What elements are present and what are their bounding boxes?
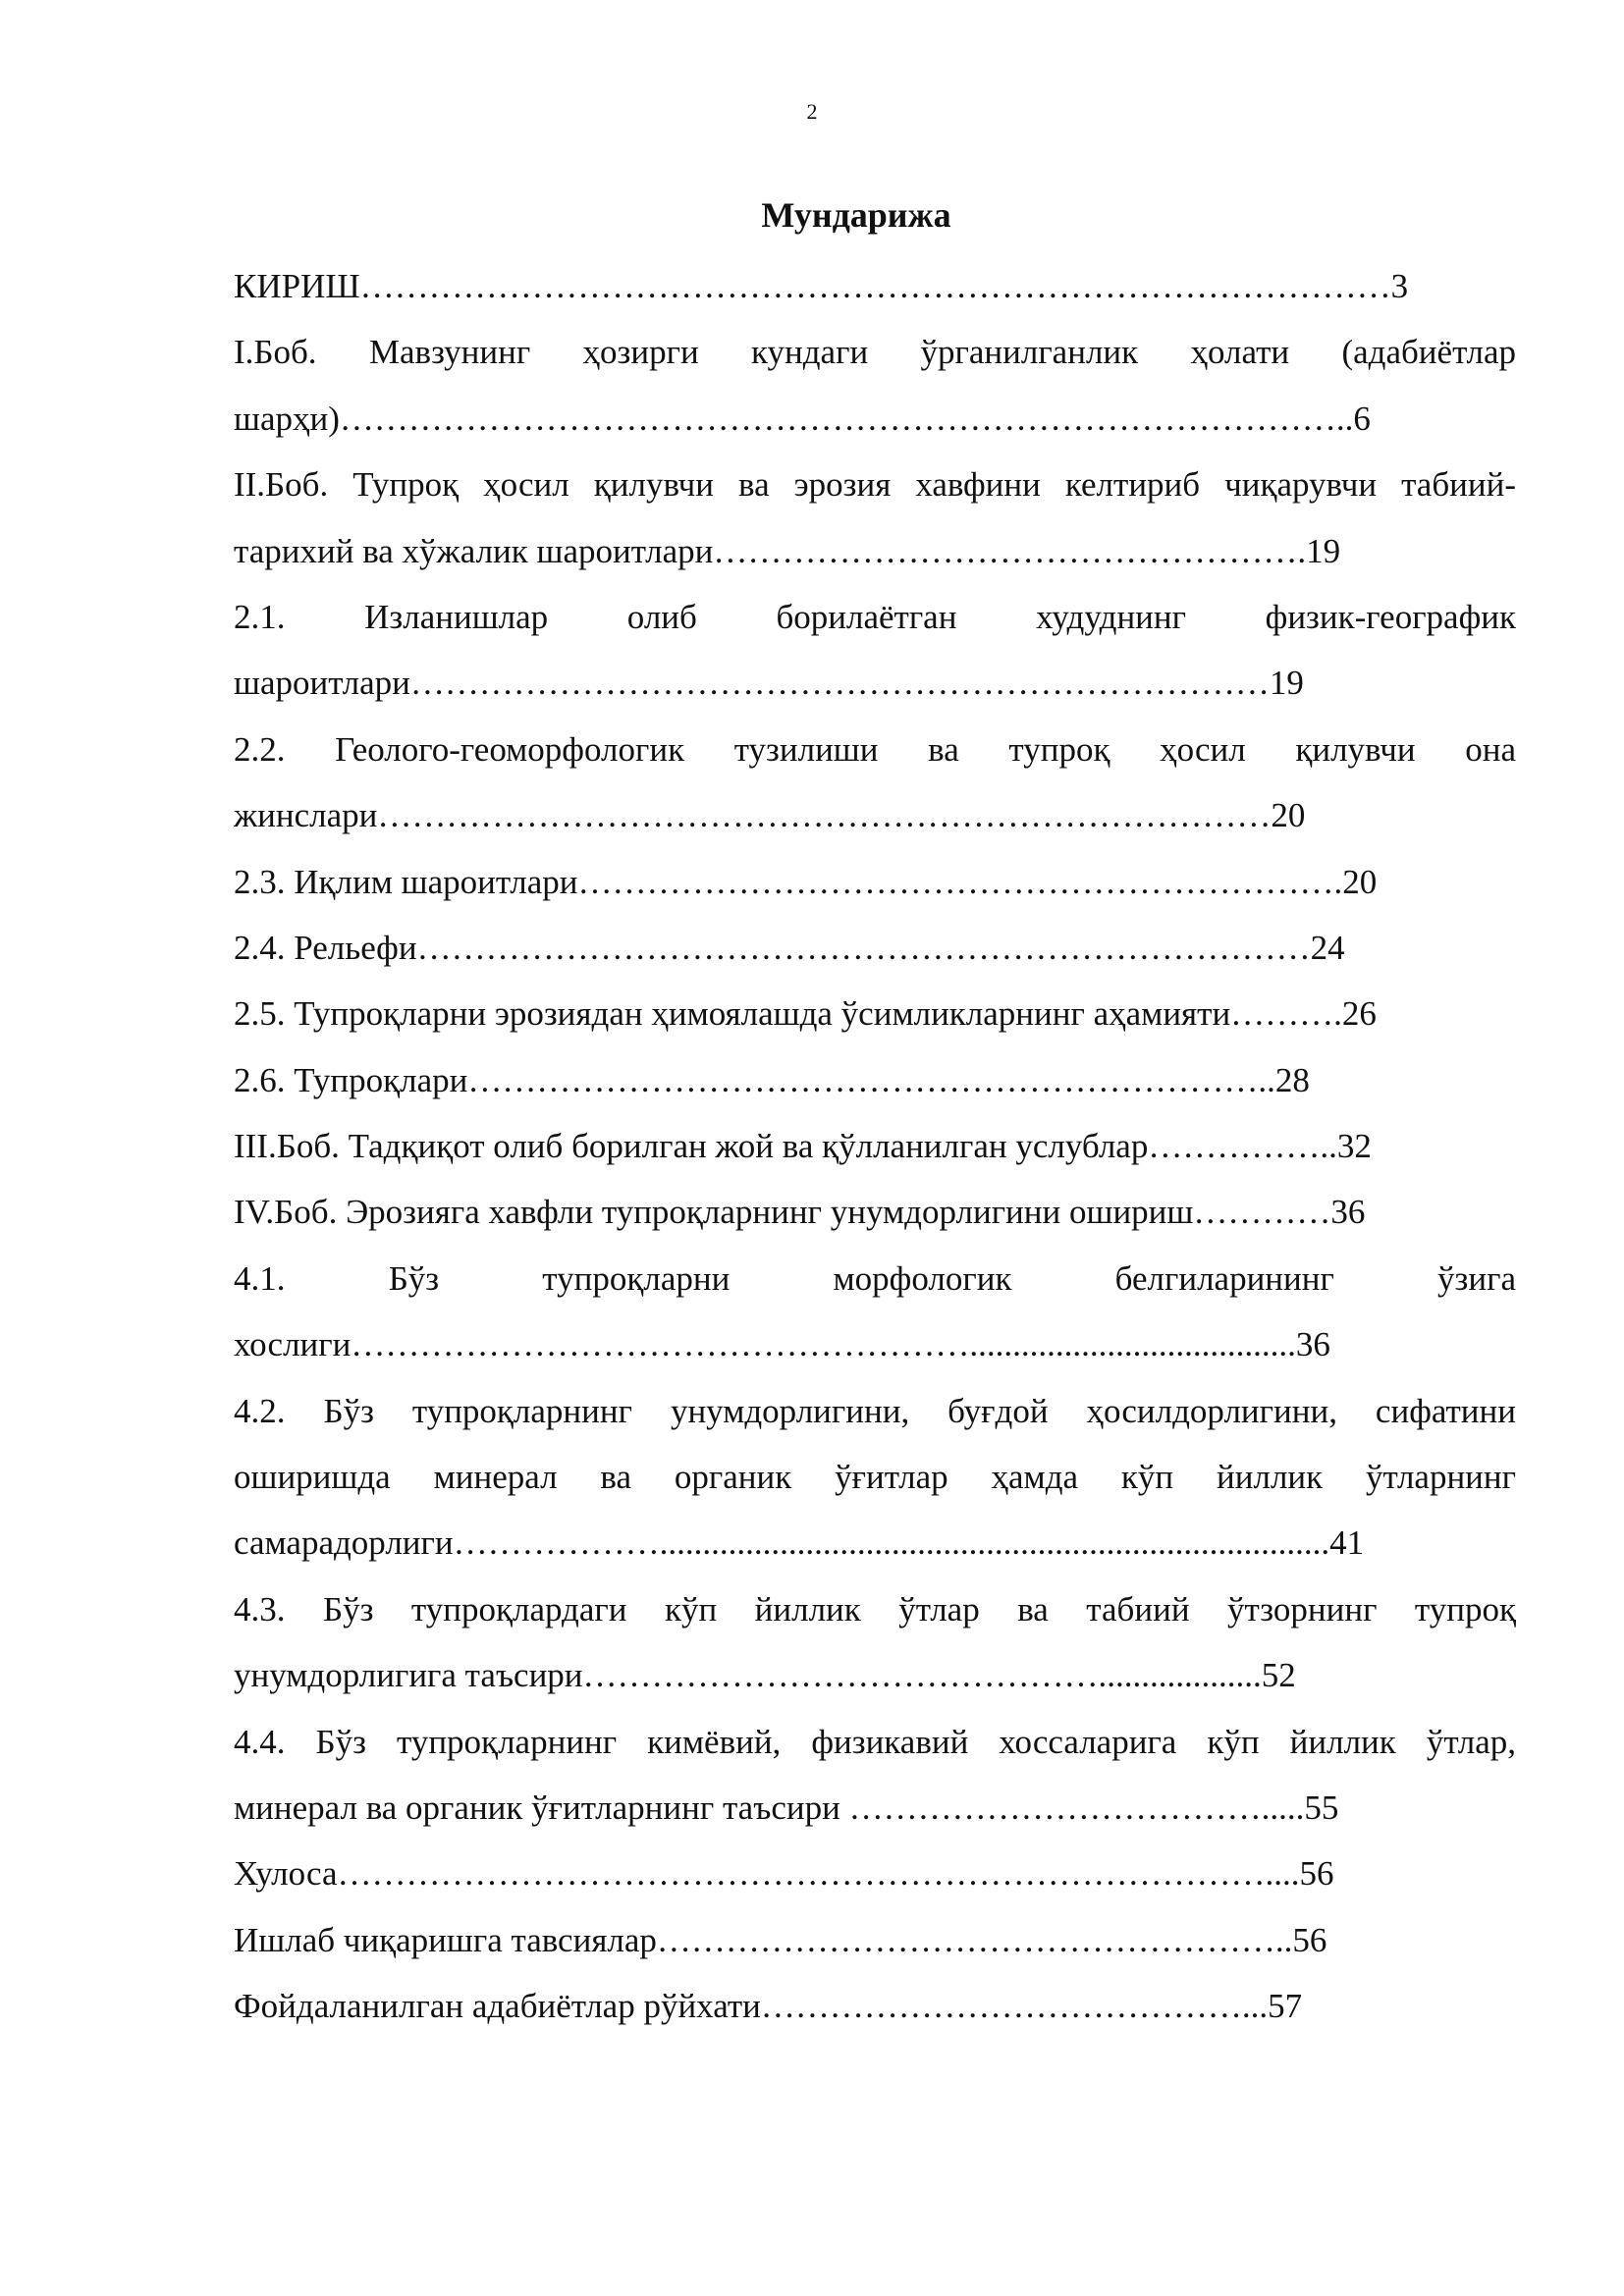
toc-line: I.Боб. Мавзунинг ҳозирги кундаги ўрганилганлик ҳолати (адабиётлар (234, 333, 1516, 372)
toc-line: шарҳи)……………………………………………………………………………..6 (234, 399, 1371, 438)
toc-line: унумдорлигига таъсири………………………………………...................52 (234, 1656, 1296, 1695)
toc-line: III.Боб. Тадқиқот олиб борилган жой ва қўлланилган услублар……………..32 (234, 1127, 1372, 1166)
toc-line: 2.5. Тупроқларни эрозиядан ҳимоялашда ўсимликларнинг аҳамияти……….26 (234, 994, 1377, 1034)
toc-line: 2.6. Тупроқлари……………………………………………………………..28 (234, 1060, 1310, 1099)
toc-line: II.Боб. Тупроқ ҳосил қилувчи ва эрозия хавфини келтириб чиқарувчи табиий- (234, 465, 1516, 505)
toc-entry-introduction[interactable] (234, 253, 1516, 319)
toc-entry-conclusion[interactable] (234, 1841, 1516, 1906)
toc-line: минерал ва органик ўғитларнинг таъсири ……………………………….....55 (234, 1788, 1339, 1827)
toc-entry-2-2[interactable] (234, 717, 1516, 849)
toc-line: 2.4. Рельефи……………………………………………………………………24 (234, 928, 1345, 967)
toc-line: шароитлари…………………………………………………………………19 (234, 664, 1304, 703)
toc-line: КИРИШ………………………………………………………………………………3 (234, 267, 1409, 305)
toc-line: жинслари……………………………………………………………………20 (234, 796, 1306, 835)
toc-line: 2.2. Геолого-геоморфологик тузилиши ва тупроқ ҳосил қилувчи она (234, 729, 1516, 769)
toc-entry-chapter-3[interactable] (234, 1113, 1516, 1179)
toc-line: самарадорлиги………………..............................................................................41 (234, 1523, 1365, 1563)
toc-entry-2-1[interactable] (234, 584, 1516, 717)
toc-line: 4.3. Бўз тупроқлардаги кўп йиллик ўтлар ва табиий ўтзорнинг тупроқ (234, 1589, 1516, 1629)
toc-entry-2-6[interactable] (234, 1047, 1516, 1113)
toc-entry-4-2[interactable] (234, 1378, 1516, 1576)
toc-line: 2.1. Изланишлар олиб борилаётган худуднинг физик-географик (234, 597, 1516, 636)
toc-line: Ишлаб чиқаришга тавсиялар………………………………………………..56 (234, 1920, 1327, 1959)
table-of-contents (234, 253, 1516, 2040)
toc-line: 4.1. Бўз тупроқларни морфологик белгиларининг ўзига (234, 1258, 1516, 1298)
toc-line: 2.3. Иқлим шароитлари………………………………………………………….20 (234, 862, 1378, 901)
toc-entry-recommendations[interactable] (234, 1907, 1516, 1973)
page-number: 2 (806, 99, 818, 124)
toc-entry-2-5[interactable] (234, 981, 1516, 1046)
toc-line: IV.Боб. Эрозияга хавфли тупроқларнинг унумдорлигини ошириш…………36 (234, 1193, 1366, 1232)
toc-entry-4-4[interactable] (234, 1709, 1516, 1842)
toc-entry-chapter-4[interactable] (234, 1179, 1516, 1245)
toc-entry-chapter-2[interactable] (234, 452, 1516, 584)
toc-entry-chapter-1[interactable] (234, 319, 1516, 452)
toc-line: 4.4. Бўз тупроқларнинг кимёвий, физикавий хоссаларига кўп йиллик ўтлар, (234, 1722, 1516, 1761)
toc-entry-references[interactable] (234, 1973, 1516, 2039)
toc-entry-4-1[interactable] (234, 1246, 1516, 1378)
toc-line: Хулоса………………………………………………………………………....56 (234, 1854, 1334, 1894)
toc-line: 4.2. Бўз тупроқларнинг унумдорлигини, буғдой ҳосилдорлигини, сифатини (234, 1391, 1516, 1430)
toc-line: оширишда минерал ва органик ўғитлар ҳамда кўп йиллик ўтларнинг (234, 1458, 1516, 1497)
toc-entry-2-3[interactable] (234, 849, 1516, 915)
toc-line: Фойдаланилган адабиётлар рўйхати……………………………………...57 (234, 1987, 1303, 2026)
toc-title: Мундарижа (761, 195, 951, 235)
toc-line: тарихий ва хўжалик шароитлари…………………………………………….19 (234, 531, 1341, 570)
toc-line: хослиги………………………………………………......................................36 (234, 1325, 1330, 1364)
toc-entry-2-4[interactable] (234, 915, 1516, 981)
toc-entry-4-3[interactable] (234, 1576, 1516, 1709)
